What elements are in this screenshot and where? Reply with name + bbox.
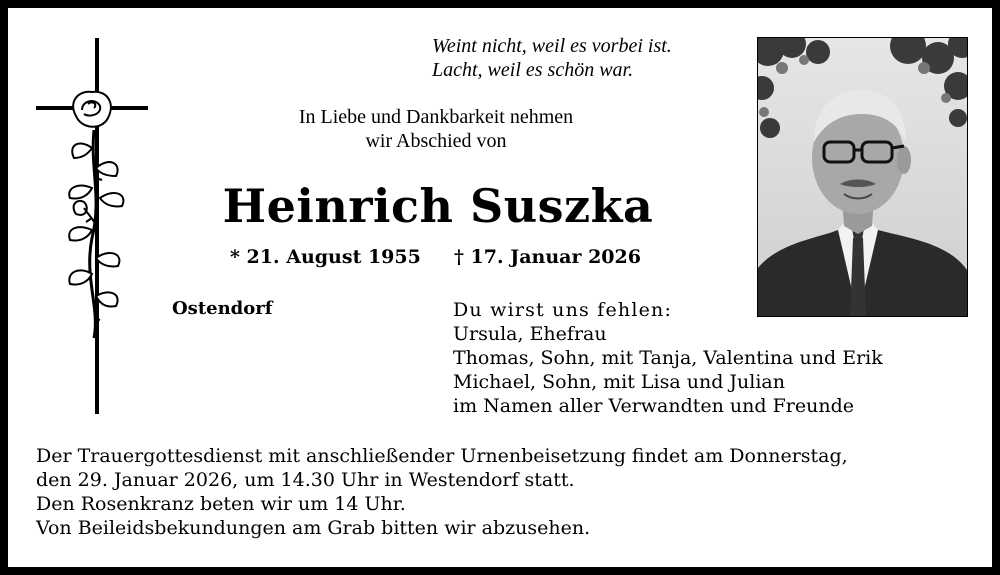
portrait-photo [757,37,968,317]
quote-line-1: Weint nicht, weil es vorbei ist. [432,35,672,57]
quote [432,34,672,82]
place: Ostendorf [172,298,273,319]
obituary-card [8,8,992,567]
service-line: Von Beileidsbekundungen am Grab bitten wir abzusehen. [36,517,591,539]
birth-date: * 21. August 1955 [230,246,421,268]
deceased-name: Heinrich Suszka [222,179,654,233]
family-line: Thomas, Sohn, mit Tanja, Valentina und Erik [453,347,883,369]
service-line: Den Rosenkranz beten wir um 14 Uhr. [36,493,406,515]
service-line: den 29. Januar 2026, um 14.30 Uhr in Westendorf statt. [36,469,575,491]
family-line: im Namen aller Verwandten und Freunde [453,395,854,417]
intro-text [236,105,636,153]
service-line: Der Trauergottesdienst mit anschließender Urnenbeisetzung findet am Donnerstag, [36,445,848,467]
quote-line-2: Lacht, weil es schön war. [432,59,634,81]
intro-line-1: In Liebe und Dankbarkeit nehmen [298,106,574,128]
service-info [36,444,848,540]
intro-line-2: wir Abschied von [365,130,507,152]
family-line: Michael, Sohn, mit Lisa und Julian [453,371,785,393]
family-line: Ursula, Ehefrau [453,323,607,345]
cross-with-rose-icon [36,38,148,418]
portrait-image [758,38,967,316]
family-heading: Du wirst uns fehlen: [453,299,673,321]
death-date: † 17. Januar 2026 [454,246,641,268]
